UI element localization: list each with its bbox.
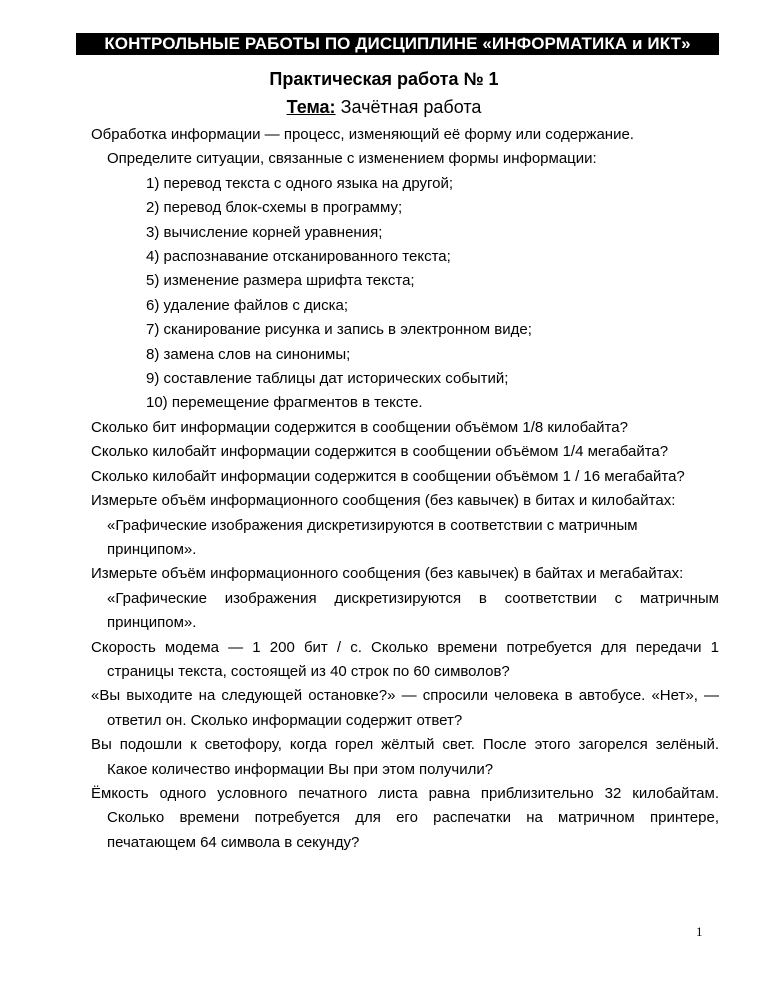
question-paragraph: Сколько килобайт информации содержится в сообщении объёмом 1 / 16 мегабайта? (91, 467, 685, 485)
question-paragraph: Сколько бит информации содержится в сообщении объёмом 1/8 килобайта? (91, 418, 628, 436)
list-item: 4) распознавание отсканированного текста; (146, 248, 451, 266)
list-item: 9) составление таблицы дат исторических событий; (146, 370, 509, 388)
question-paragraph: «Вы выходите на следующей остановке?» — спросили человека в автобусе. «Нет», — ответил он. Сколько информации содержит ответ? (91, 687, 719, 729)
quoted-message: «Графические изображения дискретизируются в соответствии с матричным принципом». (107, 589, 719, 632)
list-item: 5) изменение размера шрифта текста; (146, 272, 415, 290)
intro-paragraph: Обработка информации — процесс, изменяющий её форму или содержание. (91, 126, 634, 143)
page-title: Практическая работа № 1 (269, 69, 499, 89)
topic-label: Тема: (286, 97, 336, 117)
question-paragraph: Определите ситуации, связанные с изменением формы информации: (107, 150, 597, 168)
list-item: 1) перевод текста с одного языка на другой; (146, 174, 454, 192)
list-item: 2) перевод блок-схемы в программу; (146, 199, 403, 217)
page-banner: КОНТРОЛЬНЫЕ РАБОТЫ ПО ДИСЦИПЛИНЕ «ИНФОРМАТИКА и ИКТ» (76, 33, 719, 55)
question-paragraph: Измерьте объём информационного сообщения (без кавычек) в битах и килобайтах: (91, 492, 676, 510)
quoted-message: «Графические изображения дискретизируются в соответствии с матричным принципом». (107, 516, 638, 558)
list-item: 7) сканирование рисунка и запись в электронном виде; (146, 321, 532, 339)
topic-line (0, 95, 768, 119)
question-paragraph: Измерьте объём информационного сообщения (без кавычек) в байтах и мегабайтах: (91, 565, 684, 583)
question-paragraph: Сколько килобайт информации содержится в сообщении объёмом 1/4 мегабайта? (91, 443, 669, 461)
page-number: 1 (696, 924, 703, 939)
document-body (91, 123, 719, 855)
list-item: 6) удаление файлов с диска; (146, 296, 349, 314)
list-item: 10) перемещение фрагментов в тексте. (146, 394, 423, 412)
question-paragraph: Скорость модема — 1 200 бит / с. Сколько времени потребуется для передачи 1 страницы текста, состоящей из 40 строк по 60 символов? (91, 638, 719, 680)
list-item: 8) замена слов на синонимы; (146, 345, 351, 363)
list-item: 3) вычисление корней уравнения; (146, 223, 383, 241)
topic-value: Зачётная работа (340, 97, 482, 117)
question-paragraph: Ёмкость одного условного печатного листа равна приблизительно 32 килобайтам. Сколько времени потребуется для его распечатки на матричном принтере, печатающем 64 символа в секунду? (91, 784, 719, 851)
question-paragraph: Вы подошли к светофору, когда горел жёлтый свет. После этого загорелся зелёный. Какое количество информации Вы при этом получили? (91, 736, 719, 778)
